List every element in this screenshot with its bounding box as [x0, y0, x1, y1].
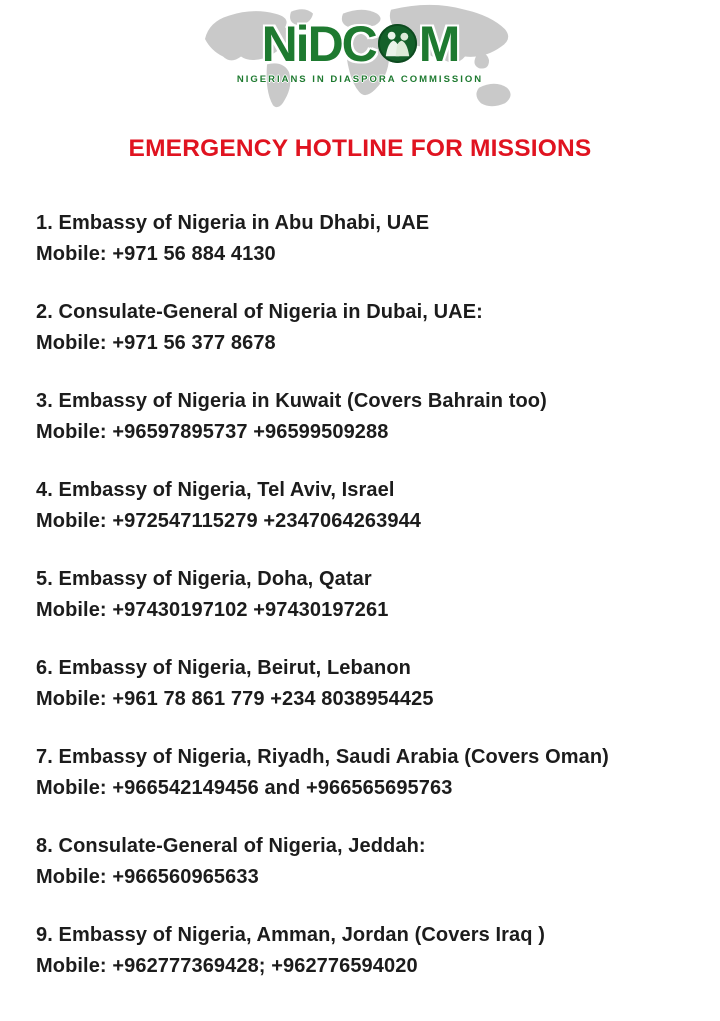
mission-mobile: Mobile: +961 78 861 779 +234 8038954425 [36, 688, 434, 710]
nidcom-logo [195, 2, 525, 114]
logo-wordmark-right: M [418, 16, 459, 72]
mission-name: 6. Embassy of Nigeria, Beirut, Lebanon [36, 657, 412, 679]
mission-name: 4. Embassy of Nigeria, Tel Aviv, Israel [36, 479, 395, 501]
mission-mobile: Mobile: +966542149456 and +966565695763 [36, 777, 453, 799]
hotline-entry [36, 920, 690, 982]
page-title: EMERGENCY HOTLINE FOR MISSIONS [128, 135, 592, 162]
hotline-entry [36, 653, 690, 715]
mission-name: 5. Embassy of Nigeria, Doha, Qatar [36, 568, 372, 590]
logo-wordmark-left: NiDC [261, 16, 376, 72]
hotline-entry [36, 208, 690, 270]
logo-tagline: NIGERIANS IN DIASPORA COMMISSION [236, 74, 484, 85]
mission-name: 9. Embassy of Nigeria, Amman, Jordan (Covers Iraq ) [36, 924, 545, 946]
globe-icon [377, 23, 418, 64]
mission-mobile: Mobile: +971 56 884 4130 [36, 243, 276, 265]
mission-mobile: Mobile: +971 56 377 8678 [36, 332, 276, 354]
mission-name: 3. Embassy of Nigeria in Kuwait (Covers Bahrain too) [36, 390, 547, 412]
mission-name: 1. Embassy of Nigeria in Abu Dhabi, UAE [36, 212, 430, 234]
hotline-entry [36, 297, 690, 359]
hotline-list [36, 208, 690, 982]
hotline-entry [36, 831, 690, 893]
mission-mobile: Mobile: +97430197102 +97430197261 [36, 599, 389, 621]
hotline-entry [36, 564, 690, 626]
mission-name: 7. Embassy of Nigeria, Riyadh, Saudi Arabia (Covers Oman) [36, 746, 609, 768]
hotline-entry [36, 386, 690, 448]
hotline-entry [36, 475, 690, 537]
hotline-entry [36, 742, 690, 804]
mission-mobile: Mobile: +972547115279 +2347064263944 [36, 510, 422, 532]
logo-wordmark [195, 18, 525, 70]
mission-name: 2. Consulate-General of Nigeria in Dubai, UAE: [36, 301, 483, 323]
mission-name: 8. Consulate-General of Nigeria, Jeddah: [36, 835, 426, 857]
mission-mobile: Mobile: +96597895737 +96599509288 [36, 421, 389, 443]
mission-mobile: Mobile: +962777369428; +962776594020 [36, 955, 418, 977]
mission-mobile: Mobile: +966560965633 [36, 866, 259, 888]
emergency-hotline-poster [0, 2, 720, 1021]
